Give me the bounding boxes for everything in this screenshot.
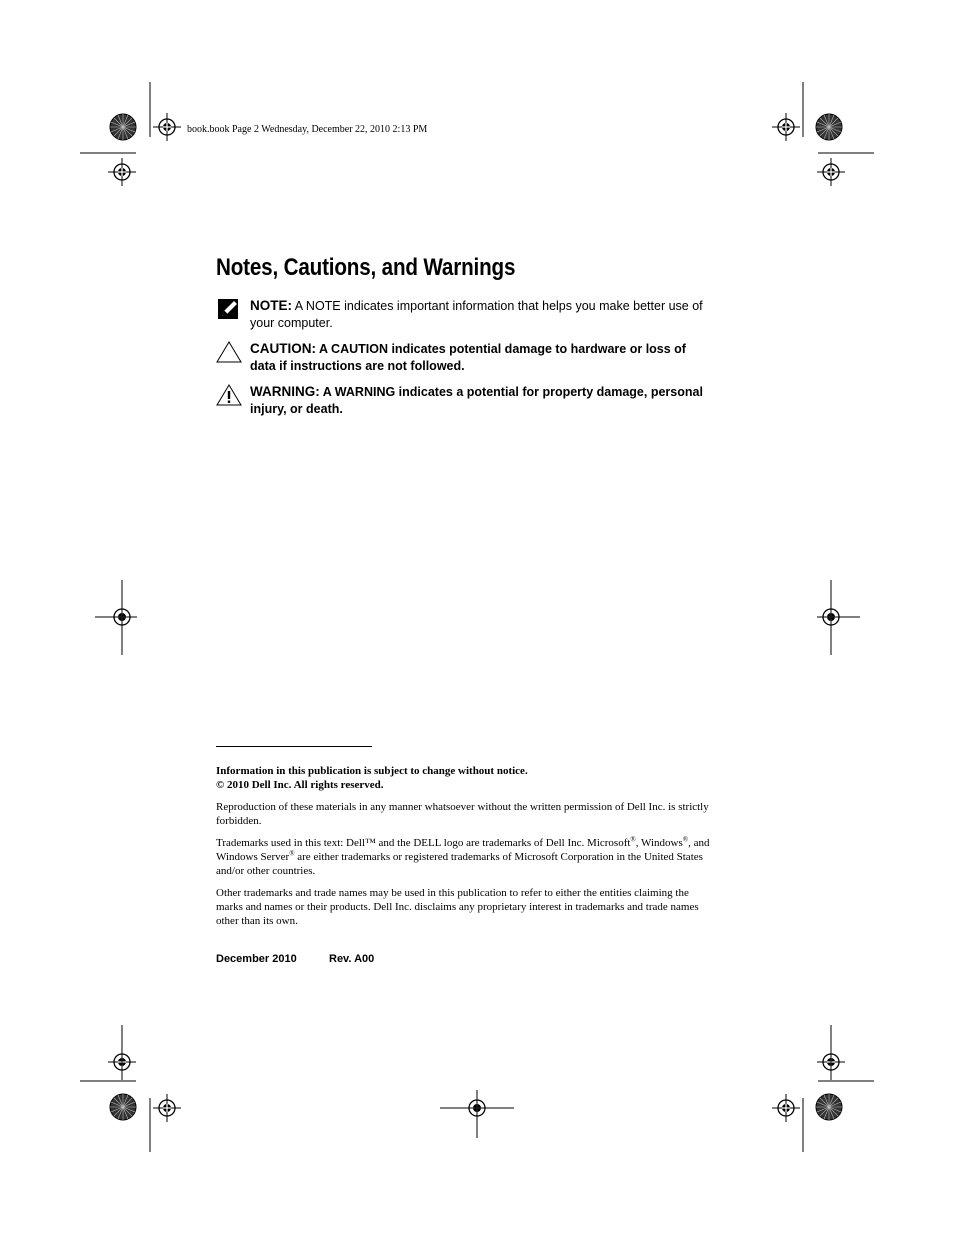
print-slug: book.book Page 2 Wednesday, December 22, 2010 2:13 PM: [187, 124, 428, 135]
legal-other-trademarks: [216, 886, 716, 928]
legal-trademarks: [216, 836, 716, 878]
legal-copyright: © 2010 Dell Inc. All rights reserved.: [216, 779, 384, 791]
legal-other-trademarks-text: Other trademarks and trade names may be used in this publication to refer to either the entities claiming the marks and names or their products. Dell Inc. disclaims any proprietary interest in trademarks and trade names other than its own.: [216, 887, 699, 927]
warning-triangle-icon: [216, 383, 242, 409]
caution-label: CAUTION:: [250, 341, 316, 356]
footnote-rule: [216, 746, 372, 747]
crop-mark-top-right: [772, 82, 874, 186]
caution-triangle-icon: [216, 340, 242, 366]
legal-trademarks-text: Trademarks used in this text: Dell™ and the DELL logo are trademarks of Dell Inc. Microsoft®, Windows®, and Windows Server® are either trademarks or registered trademarks of Microsoft Corporation in the United States and/or other countries.: [216, 835, 710, 877]
revision-number: Rev. A00: [329, 953, 375, 965]
crop-mark-bottom-center: [440, 1090, 514, 1138]
legal-reproduction-text: Reproduction of these materials in any manner whatsoever without the written permission of Dell Inc. is strictly forbidden.: [216, 801, 709, 827]
note-pencil-icon: [216, 297, 242, 323]
warning-label: WARNING:: [250, 384, 320, 399]
caution-text: A CAUTION indicates potential damage to hardware or loss of data if instructions are not followed.: [250, 342, 686, 373]
page-title: Notes, Cautions, and Warnings: [216, 254, 516, 281]
crop-mark-bottom-right: [772, 1025, 874, 1152]
crop-mark-top-left: [80, 82, 181, 186]
legal-change-notice: Information in this publication is subject to change without notice.: [216, 765, 528, 777]
note-text: A NOTE indicates important information that helps you make better use of your computer.: [250, 299, 703, 330]
crop-mark-middle-left: [95, 580, 137, 655]
crop-mark-middle-right: [817, 580, 860, 655]
crop-mark-bottom-left: [80, 1025, 181, 1152]
note-label: NOTE:: [250, 298, 292, 313]
legal-notice: [216, 764, 716, 792]
legal-reproduction: [216, 800, 716, 828]
warning-text: A WARNING indicates a potential for property damage, personal injury, or death.: [250, 385, 703, 416]
publication-date: December 2010: [216, 953, 297, 965]
